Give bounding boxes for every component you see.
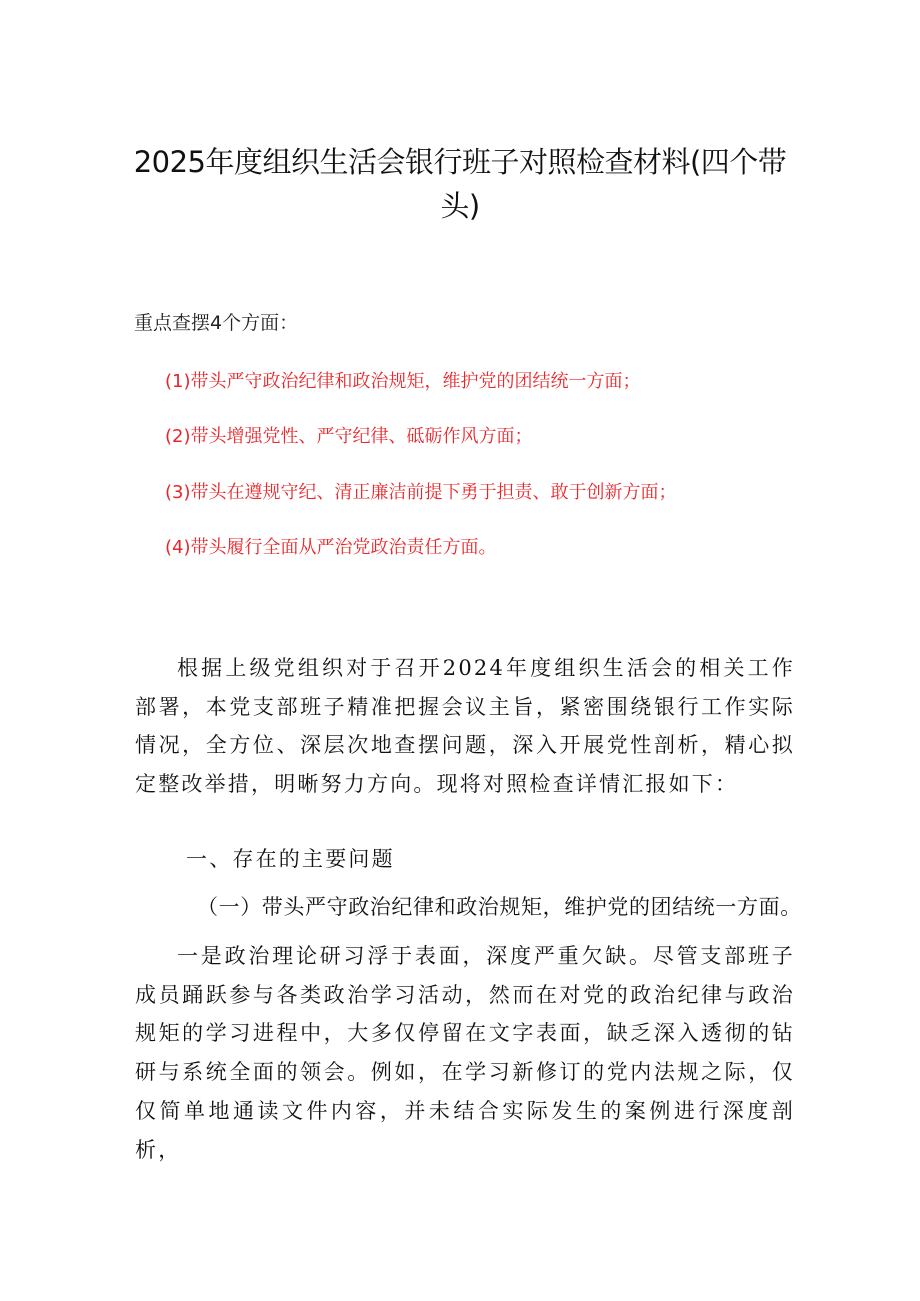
aspect-item-2: (2)带头增强党性、严守纪律、砥砺作风方面； [165, 426, 533, 447]
section-heading: 一、存在的主要问题 [186, 847, 395, 871]
aspects-heading: 重点查摆4个方面： [134, 312, 299, 334]
body-paragraph: 一是政治理论研习浮于表面，深度严重欠缺。尽管支部班子成员踊跃参与各类政治学习活动，然而在对党的政治纪律与政治规矩的学习进程中，大多仅停留在文字表面，缺乏深入透彻的钻研与系统全面的领会。例如，在学习新修订的党内法规之际，仅仅简单地通读文件内容，并未结合实际发生的案例进行深度剖析， [135, 944, 795, 1162]
aspect-item-1: (1)带头严守政治纪律和政治规矩，维护党的团结统一方面； [165, 371, 641, 392]
aspect-item-3: (3)带头在遵规守纪、清正廉洁前提下勇于担责、敢于创新方面； [165, 482, 677, 503]
aspect-item-4: (4)带头履行全面从严治党政治责任方面。 [165, 537, 497, 558]
subsection-heading: （一）带头严守政治纪律和政治规矩，维护党的团结统一方面。 [197, 895, 802, 919]
document-title: 2025年度组织生活会银行班子对照检查材料(四个带头) [133, 145, 787, 223]
intro-paragraph: 根据上级党组织对于召开2024年度组织生活会的相关工作部署，本党支部班子精准把握会议主旨，紧密围绕银行工作实际情况，全方位、深层次地查摆问题，深入开展党性剖析，精心拟定整改举措，明晰努力方向。现将对照检查详情汇报如下： [135, 656, 795, 797]
